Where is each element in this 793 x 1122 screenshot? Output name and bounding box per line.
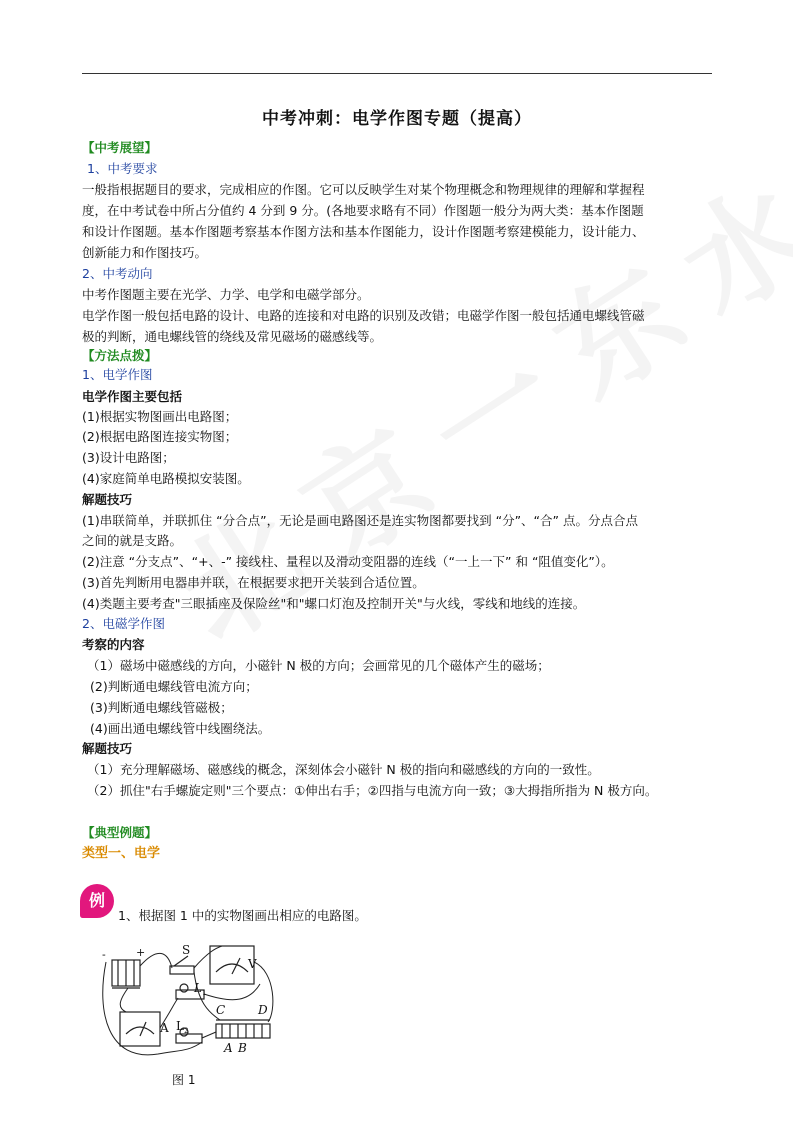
paragraph-line: 中考作图题主要在光学、力学、电学和电磁学部分。	[82, 287, 370, 302]
fig-label-v: V	[248, 957, 257, 971]
switch-icon	[170, 956, 194, 974]
example-badge: 例	[80, 884, 114, 918]
fig-label-l2-sub: 2	[184, 1027, 189, 1035]
ammeter-icon	[120, 1012, 160, 1046]
fig-label-c: C	[216, 1003, 226, 1017]
subheading-magnetic-drawing: 2、电磁学作图	[82, 616, 165, 631]
label-exam-content: 考察的内容	[82, 637, 145, 652]
tip-line: (4)类题主要考查"三眼插座及保险丝"和"螺口灯泡及控制开关"与火线，零线和地线的连接。	[82, 596, 586, 611]
rheostat-icon	[216, 1020, 270, 1038]
paragraph-line: 创新能力和作图技巧。	[82, 245, 208, 260]
paragraph-line: 度，在中考试卷中所占分值约 4 分到 9 分。(各地要求略有不同）作图题一般分为两大类：基本作图题	[82, 203, 644, 218]
section-heading-outlook: 【中考展望】	[82, 140, 158, 155]
paragraph-line: 极的判断，通电螺线管的绕线及常见磁场的磁感线等。	[82, 329, 383, 344]
tip-line: （2）抓住"右手螺旋定则"三个要点：①伸出右手；②四指与电流方向一致；③大拇指所指为 N 极方向。	[87, 783, 658, 798]
page-title: 中考冲刺：电学作图专题（提高）	[262, 109, 532, 129]
list-item: (3)判断通电螺线管磁极；	[90, 700, 233, 715]
fig-label-plus: +	[136, 946, 146, 959]
list-item: （1）磁场中磁感线的方向，小磁针 N 极的方向；会画常见的几个磁体产生的磁场；	[87, 658, 550, 673]
section-heading-examples: 【典型例题】	[82, 825, 158, 840]
list-item: (2)判断通电螺线管电流方向；	[90, 679, 258, 694]
fig-label-l2: L	[176, 1019, 184, 1033]
battery-icon	[112, 960, 140, 988]
tip-line: 之间的就是支路。	[82, 533, 183, 548]
list-item: (2)根据电路图连接实物图；	[82, 429, 238, 444]
circuit-figure	[98, 942, 278, 1068]
subheading-requirements: 1、中考要求	[87, 161, 158, 176]
question-text: 1、根据图 1 中的实物图画出相应的电路图。	[118, 908, 367, 923]
tip-line: (3)首先判断用电器串并联，在根据要求把开关装到合适位置。	[82, 575, 425, 590]
tip-line: (1)串联简单，并联抓住 “分合点”，无论是画电路图还是连实物图都要找到 “分”、“合” 点。分点合点	[82, 513, 638, 528]
label-tips: 解题技巧	[82, 492, 133, 507]
type-heading: 类型一、电学	[82, 846, 161, 861]
label-tips-magnetic: 解题技巧	[82, 741, 133, 756]
fig-label-d: D	[258, 1003, 268, 1017]
paragraph-line: 电学作图一般包括电路的设计、电路的连接和对电路的识别及改错；电磁学作图一般包括通电螺线管磁	[82, 308, 645, 323]
figure-caption: 图 1	[172, 1073, 196, 1087]
fig-label-a2: A	[224, 1041, 233, 1055]
paragraph-line: 一般指根据题目的要求，完成相应的作图。它可以反映学生对某个物理概念和物理规律的理解和掌握程	[82, 182, 645, 197]
list-item: (1)根据实物图画出电路图；	[82, 409, 238, 424]
list-item: (4)家庭简单电路模拟安装图。	[82, 471, 250, 486]
section-heading-methods: 【方法点拨】	[82, 348, 158, 363]
tip-line: （1）充分理解磁场、磁感线的概念，深刻体会小磁针 N 极的指向和磁感线的方向的一致性。	[87, 762, 600, 777]
list-item: (4)画出通电螺线管中线圈绕法。	[90, 721, 271, 736]
paragraph-line: 和设计作图题。基本作图题考察基本作图方法和基本作图能力，设计作图题考察建模能力，设计能力、	[82, 224, 645, 239]
list-item: (3)设计电路图；	[82, 450, 175, 465]
fig-label-minus: -	[102, 948, 106, 961]
label-main-content: 电学作图主要包括	[82, 389, 183, 404]
fig-label-b: B	[238, 1041, 247, 1055]
tip-line: (2)注意 “分支点”、“+、-” 接线柱、量程以及滑动变阻器的连线（“一上一下” 和 “阻值变化”）。	[82, 554, 614, 569]
fig-label-a: A	[160, 1021, 169, 1035]
fig-label-l1-sub: 1	[202, 989, 207, 997]
header-rule	[82, 73, 712, 74]
subheading-electric-drawing: 1、电学作图	[82, 367, 153, 382]
fig-label-s: S	[182, 943, 191, 957]
fig-label-l1: L	[194, 981, 202, 995]
subheading-trends: 2、中考动向	[82, 266, 153, 281]
